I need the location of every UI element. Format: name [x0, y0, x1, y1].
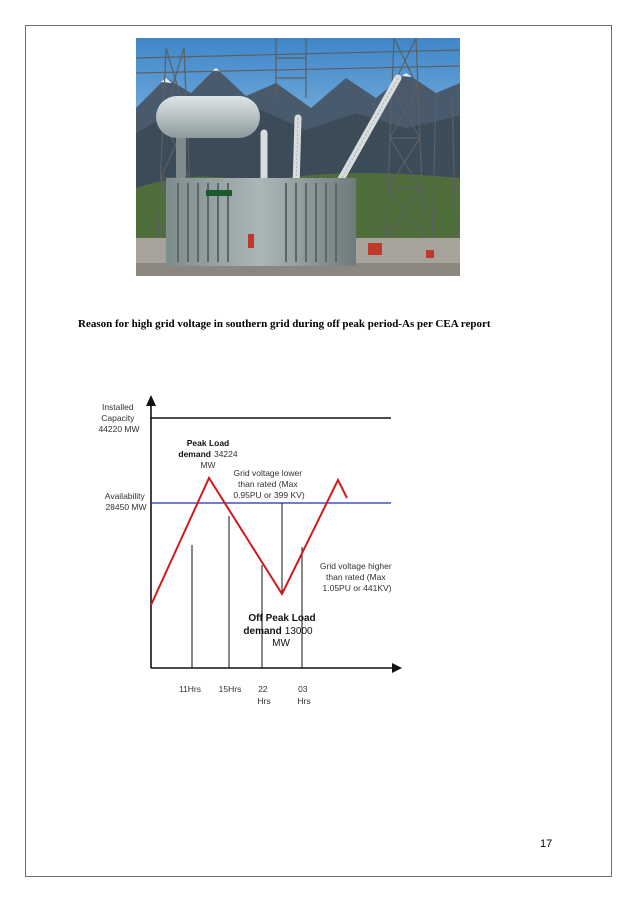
- peak-load-label: Peak Load: [186, 438, 230, 448]
- page-number: 17: [540, 838, 553, 850]
- tick-label-22hrs: 22 Hrs: [257, 684, 271, 706]
- tick-label-11hrs: 11Hrs: [178, 684, 202, 694]
- peak-load-demand: demand 34224: [178, 449, 238, 459]
- grid-voltage-lower-note: Grid voltage lower than rated (Max 0.95PU or 399 KV): [233, 468, 305, 500]
- tick-label-03hrs: 03 Hrs: [297, 684, 311, 706]
- y-axis-arrow: [146, 395, 156, 406]
- installed-label: Installed Capacity 44220 MW: [98, 402, 140, 434]
- offpeak-load-unit: MW: [272, 638, 290, 649]
- x-axis-arrow: [392, 663, 402, 673]
- offpeak-load-demand: demand 13000: [243, 626, 313, 637]
- grid-voltage-higher-note: Grid voltage higher than rated (Max 1.05PU or 441KV): [319, 561, 392, 593]
- availability-label: Availability 28450 MW: [104, 491, 147, 512]
- page-heading: Reason for high grid voltage in southern grid during off peak period-As per CEA report: [78, 318, 491, 330]
- peak-load-unit: MW: [200, 460, 216, 470]
- offpeak-load-label: Off Peak Load: [248, 613, 316, 624]
- tick-label-15hrs: 15Hrs: [218, 684, 242, 694]
